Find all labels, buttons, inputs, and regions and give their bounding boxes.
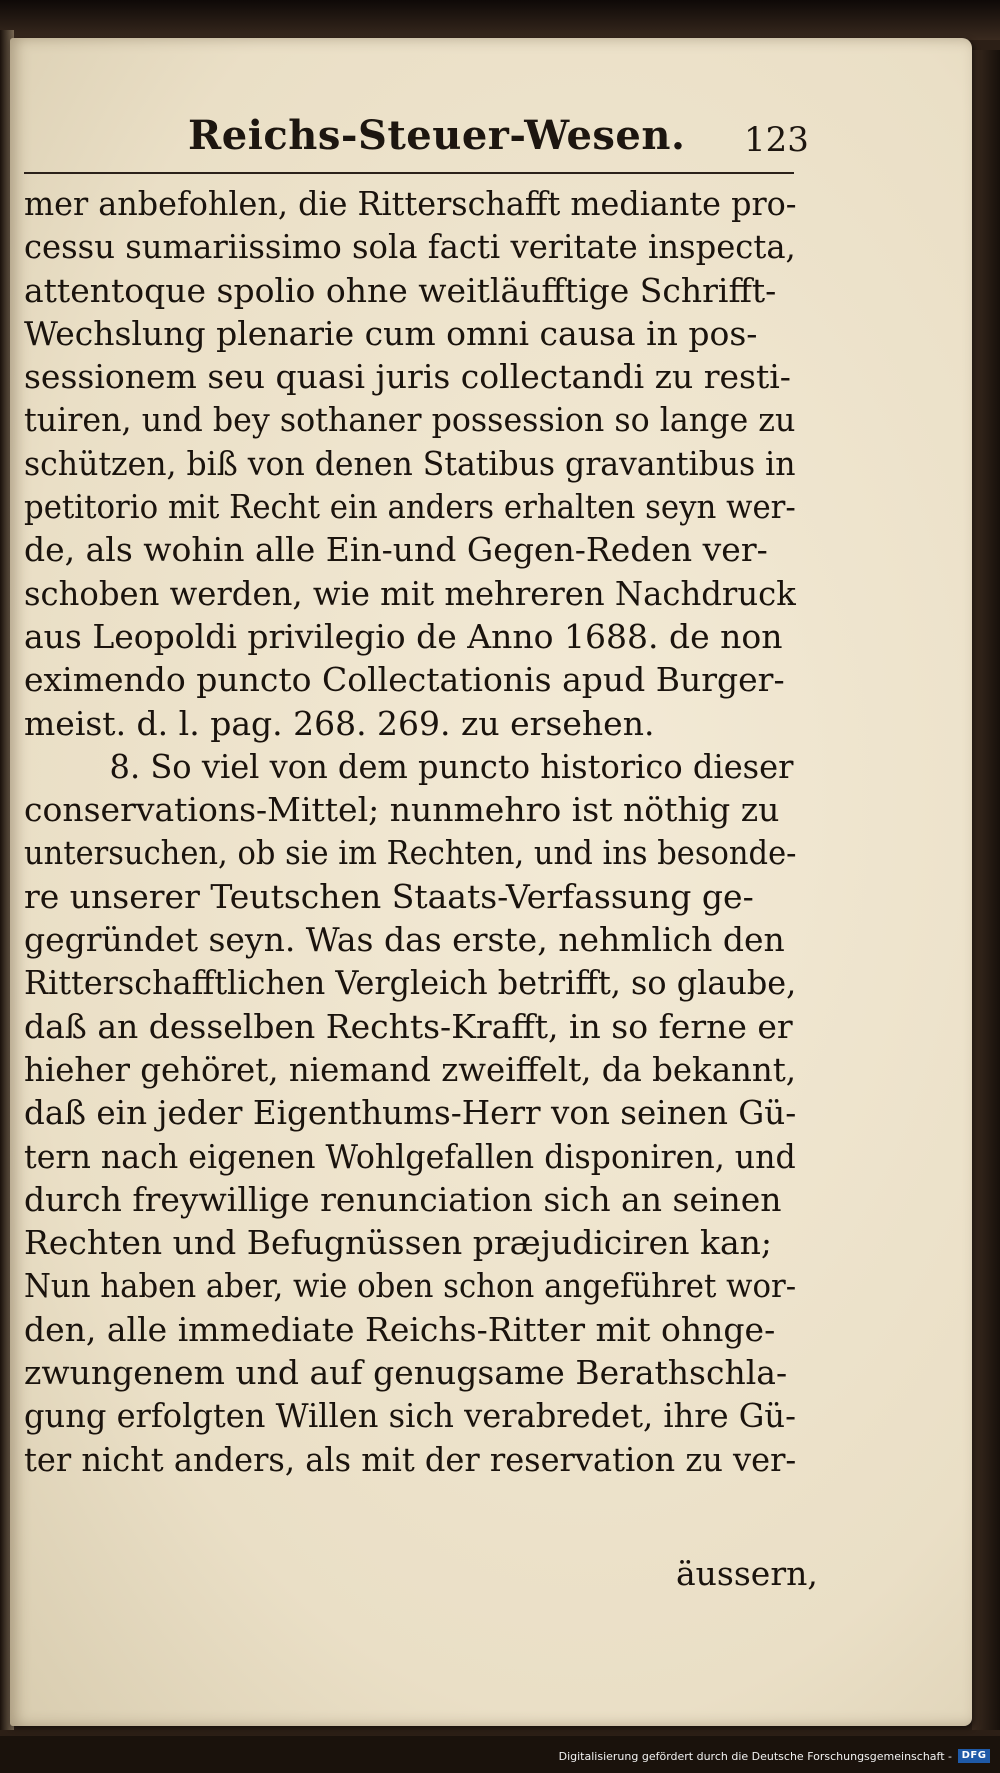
- text-line: gung erfolgten Willen sich verabredet, ihre Gü-: [24, 1396, 796, 1436]
- running-head: Reichs-Steuer-Wesen.: [188, 112, 686, 159]
- body-text: [24, 182, 796, 1481]
- digitization-credit: Digitalisierung gefördert durch die Deutsche Forschungsgemeinschaft -: [558, 1750, 952, 1763]
- text-line: meist. d. l. pag. 268. 269. zu ersehen.: [24, 703, 655, 743]
- text-line: den, alle immediate Reichs-Ritter mit ohnge-: [24, 1309, 776, 1349]
- text-line: eximendo puncto Collectationis apud Burger-: [24, 660, 785, 700]
- catchword: äussern,: [676, 1554, 818, 1593]
- text-line: durch freywillige renunciation sich an seinen: [24, 1179, 782, 1219]
- text-line: mer anbefohlen, die Ritterschafft mediante pro-: [24, 184, 797, 223]
- text-line: zwungenem und auf genugsame Berathschla-: [24, 1353, 788, 1393]
- text-line: Nun haben aber, wie oben schon angeführet wor-: [24, 1266, 797, 1306]
- text-line: schoben werden, wie mit mehreren Nachdruck: [24, 573, 796, 613]
- text-line: daß an desselben Rechts-Krafft, in so ferne er: [24, 1006, 793, 1046]
- text-line: conservations-Mittel; nunmehro ist nöthig zu: [24, 790, 780, 830]
- text-line: de, als wohin alle Ein-und Gegen-Reden ver-: [24, 530, 768, 570]
- text-line: hieher gehöret, niemand zweiffelt, da bekannt,: [24, 1049, 797, 1089]
- header-rule: [24, 172, 794, 174]
- text-line: Rechten und Befugnüssen præjudiciren kan;: [24, 1223, 772, 1263]
- text-line: ter nicht anders, als mit der reservation zu ver-: [24, 1439, 797, 1479]
- text-line: daß ein jeder Eigenthums-Herr von seinen Gü-: [24, 1093, 797, 1133]
- dfg-logo: DFG: [958, 1749, 990, 1763]
- scan-background-top: [0, 0, 1000, 40]
- text-line: attentoque spolio ohne weitläufftige Schrifft-: [24, 270, 777, 310]
- text-line: aus Leopoldi privilegio de Anno 1688. de non: [24, 616, 783, 656]
- text-line: sessionem seu quasi juris collectandi zu resti-: [24, 357, 791, 397]
- text-line: schützen, biß von denen Statibus gravantibus in: [24, 443, 796, 483]
- text-line: tern nach eigenen Wohlgefallen disponiren, und: [24, 1136, 796, 1176]
- scan-background-right: [972, 50, 1000, 1730]
- text-line: 8. So viel von dem puncto historico dieser: [109, 746, 794, 786]
- text-line: gegründet seyn. Was das erste, nehmlich den: [24, 920, 785, 960]
- text-line: petitorio mit Recht ein anders erhalten seyn wer-: [24, 487, 796, 527]
- text-line: untersuchen, ob sie im Rechten, und ins besonde-: [24, 833, 797, 873]
- text-line: tuiren, und bey sothaner possession so lange zu: [24, 400, 796, 440]
- text-line: re unserer Teutschen Staats-Verfassung ge-: [24, 876, 754, 916]
- text-line: cessu sumariissimo sola facti veritate inspecta,: [24, 227, 796, 267]
- text-line: Wechslung plenarie cum omni causa in pos-: [24, 313, 758, 353]
- text-line: Ritterschafftlichen Vergleich betrifft, so glaube,: [24, 963, 797, 1003]
- page-number: 123: [744, 120, 809, 160]
